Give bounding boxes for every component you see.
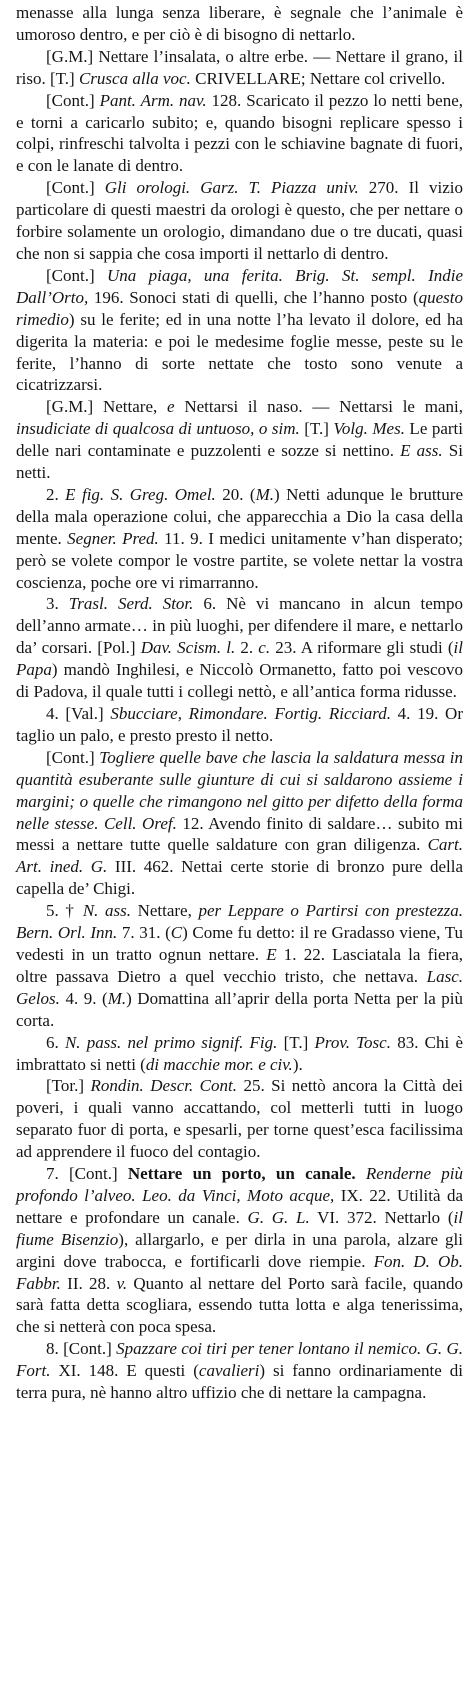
italic-run: v. [116,1273,128,1293]
text-run: 23. A riformare gli studi ( [270,638,454,658]
bold-run: Nettare un porto, un canale. [127,1164,356,1184]
text-run: Si netti. [16,441,463,483]
italic-run: Volg. Mes. [333,419,405,439]
text-run: 83. Chi è imbrattato si netti ( [16,1032,463,1074]
italic-run: Crusca alla voc. [78,68,191,88]
text-run: 196. Sonoci stati di quelli, che l’hanno posto ( [88,287,419,307]
text-run: 20. ( [215,484,256,504]
italic-run: Trasl. Serd. Stor. [68,594,194,614]
italic-run: Una piaga, una ferita. Brig. St. sempl. Indie Dall’Orto, [16,265,463,307]
entry-paragraph [16,593,463,703]
text-run: 128. Scaricato il pezzo lo netti bene, e torni a caricarlo subito; e, quando bisogni replicare spesso i colpi, rinfreschi talvolta i pezzi con le schiavine bagnate di fuori, e con le lanate di dentro. [16,90,463,176]
text-run: menasse alla lunga senza liberare, è segnale che l’animale è umoroso dentro, e per ciò è di bisogno di nettarlo. [16,3,463,44]
text-run: ) Domattina all’aprir della porta Netta per la più corta. [16,988,463,1030]
italic-run: il Papa [16,638,463,680]
entry-paragraph [16,177,463,265]
text-run: Quanto al nettare del Porto sarà facile, quando sarà fatta detta scogliara, essendo tutta lotta e alga tenerissima, che si netterà con poca spesa. [16,1273,463,1337]
italic-run: Dav. Scism. l. [140,638,236,658]
italic-run: C [170,923,183,943]
italic-run: Fon. D. Ob. Fabbr. [16,1251,463,1293]
text-run: 1. 22. Lasciatala la fiera, oltre passava Dietro a quel vecchio tristo, che nettava. [16,944,463,986]
text-run: [Cont.] [46,265,107,285]
entry-paragraph [16,46,463,90]
entry-paragraph [16,1032,463,1076]
text-run: VI. 372. Nettarlo ( [309,1207,454,1227]
text-run: 7. 31. ( [117,923,171,943]
text-run: [Cont.] [46,747,100,767]
entry-paragraph [16,1163,463,1338]
italic-run: E fig. S. Greg. Omel. [65,484,216,504]
text-run [356,1164,366,1183]
italic-run: Cart. Art. ined. G. [16,835,463,877]
text-run: ) mandò Inghilesi, e Niccolò Ormanetto, fatto poi vescovo di Padova, il quale tutti i collegi nettò, e all’antica forma ridusse. [16,660,463,702]
text-run: CRIVELLARE; Nettare col crivello. [190,68,446,88]
text-run: [Cont.] [46,178,105,198]
text-run: ) Come fu detto: il re Gradasso viene, Tu vedesti in un tratto ognun nettare. [16,923,463,964]
italic-run: e [167,397,175,417]
italic-run: di macchie mor. e civ. [145,1054,293,1074]
italic-run: Spazzare coi tiri per tener lontano il nemico. G. G. Fort. [16,1339,463,1381]
italic-run: Togliere quelle bave che lascia la saldatura messa in quantità esuberante sulle giunture di cui si saldarono assieme i margini; o quelle che rimangono nel gitto per difetto della forma nelle stesse. Cell. Oref. [16,747,463,833]
text-run: 11. 9. I medici unitamente v’han disperato; però se volete compor le vostre partite, se volete nettar la vostra coscienza, poche ore vi rimarranno. [16,528,463,592]
italic-run: Rondin. Descr. Cont. [90,1076,237,1096]
entry-paragraph [16,265,463,396]
text-run: II. 28. [60,1273,117,1293]
italic-run: per Leppare o Partirsi con prestezza. Bern. Orl. Inn. [16,901,463,943]
italic-run: il fiume Bisenzio [16,1207,463,1249]
text-run: III. 462. Nettai certe storie di bronzo pure della capella de’ Chigi. [16,857,463,899]
text-run: 7. [Cont.] [46,1164,128,1184]
italic-run: M. [255,484,274,504]
text-run: IX. 22. Utilità da nettare e profondare un canale. [16,1185,464,1227]
text-run: [T.] [299,419,334,439]
text-run: XI. 148. E questi ( [50,1361,199,1381]
text-run: ) Netti adunque le brutture della mala operazione colui, che apparecchia a Dio la casa della mente. [16,484,463,548]
italic-run: G. G. L. [247,1207,310,1227]
text-run: Nettarsi il naso. — Nettarsi le mani, [174,397,463,417]
text-run: ), allargarlo, e per dirla in una parola, alzare gli argini dove trabocca, e fortificarli dove riempie. [16,1229,463,1271]
italic-run: insudiciate di qualcosa di untuoso, o sim. [16,419,300,439]
italic-run: Pant. Arm. nav. [99,90,207,110]
text-run: 8. [Cont.] [46,1339,117,1359]
italic-run: N. pass. nel primo signif. Fig. [64,1032,278,1052]
text-run: [T.] [277,1032,315,1052]
text-run: [Cont.] [46,90,100,110]
entry-paragraph [16,703,463,747]
text-run: ). [292,1054,303,1074]
italic-run: Prov. Tosc. [314,1032,391,1052]
text-run: 270. Il vizio particolare di questi maestri da orologi è questo, che per nettare o forbire solamente un orologio, dimandano due o tre ducati, quasi che non si sappia che cosa importi il nettarlo di dentro. [16,178,464,263]
text-run: [G.M.] Nettare l’insalata, o altre erbe. — Nettare il grano, il riso. [T.] [16,46,463,88]
text-run: ) si fanno ordinariamente di terra pura, nè hanno altro uffizio che di nettare la campagna. [16,1361,464,1403]
italic-run: cavalieri [198,1361,260,1381]
entry-paragraph [16,900,463,1031]
entry-paragraph [16,90,463,178]
text-run: 5. † [46,901,83,921]
text-run: 4. [Val.] [46,704,111,723]
text-run: 4. 9. ( [59,988,108,1008]
text-run: [Tor.] [46,1076,91,1096]
text-run: 6. [46,1032,65,1052]
text-run: 25. Si nettò ancora la Città dei poveri, i quali vanno accattando, col metterli tutti in luogo separato fuor di porta, e spesarli, per torne quest’esca facilissima ad apprendere il fuoco del contagio. [16,1076,463,1162]
italic-run: Gli orologi. Garz. T. Piazza univ. [104,178,359,198]
italic-run: N. ass. [82,901,131,921]
entry-paragraph [16,1075,463,1163]
entry-paragraph [16,396,463,484]
italic-run: questo rimedio [16,287,463,329]
text-run: 6. Nè vi mancano in alcun tempo dell’anno armate… in più luoghi, per difendere il mare, e nettarlo da’ corsari. [Pol.] [16,594,463,658]
italic-run: M. [107,988,127,1008]
text-run: [G.M.] Nettare, [46,397,168,417]
italic-run: E [266,944,277,964]
entry-paragraph [16,747,463,900]
text-run: Nettare, [130,901,199,921]
text-run: 4. 19. Or taglio un palo, e presto presto il netto. [16,704,463,745]
italic-run: Sbucciare, Rimondare. Fortig. Ricciard. [110,704,391,723]
italic-run: Segner. Pred. [67,528,159,548]
entry-paragraph [16,484,463,594]
italic-run: Renderne più profondo l’alveo. Leo. da Vinci, Moto acque, [16,1164,464,1205]
text-run: 2. [46,484,66,504]
text-run: 12. Avendo finito di saldare… subito mi messi a nettare tutte quelle saldature con gran diligenza. [16,813,463,855]
dictionary-entries [16,2,463,1404]
entry-paragraph [16,1338,463,1404]
italic-run: c. [258,638,271,658]
text-run: Le parti delle nari contaminate e puzzolenti e sozze si nettino. [16,419,463,461]
text-run: 2. [235,638,259,658]
entry-paragraph [16,2,463,46]
text-run: 3. [46,594,69,614]
text-run: ) su le ferite; ed in una notte l’ha levato il dolore, ed ha digerita la materia: e poi le medesime foglie messe, peste su le ferite, l’hanno di sorte nettate che tosto sono venute a cicatrizzarsi. [16,309,463,395]
italic-run: E ass. [400,441,443,461]
italic-run: Lasc. Gelos. [16,966,463,1008]
